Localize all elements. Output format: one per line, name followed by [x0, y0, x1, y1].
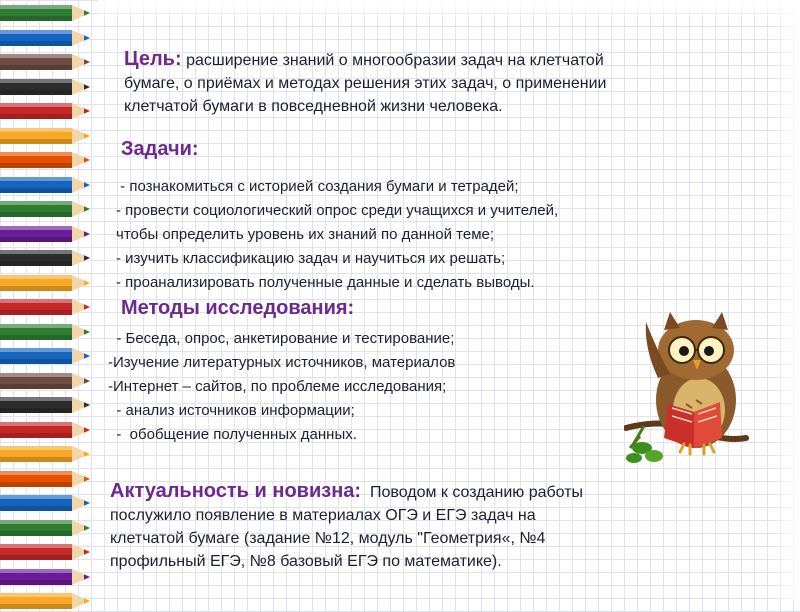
pencil-icon: [0, 321, 100, 343]
method-item-2: -Изучение литературных источников, материалов: [108, 354, 456, 371]
pencil-icon: [0, 566, 100, 588]
pencil-icon: [0, 27, 100, 49]
actuality-line-1: Поводом к созданию работы: [361, 484, 584, 501]
pencil-icon: [0, 345, 100, 367]
paper-right-fade: [770, 0, 800, 600]
method-item-1: - Беседа, опрос, анкетирование и тестирование;: [108, 330, 455, 347]
goal-line-3: клетчатой бумаги в повседневной жизни человека.: [124, 98, 503, 115]
paper-top-fade: [98, 0, 800, 22]
pencil-icon: [0, 394, 100, 416]
pencil-icon: [0, 247, 100, 269]
pencil-icon: [0, 198, 100, 220]
owl-reading-book-icon: [624, 308, 749, 473]
method-item-5: - обобщение полученных данных.: [108, 426, 357, 443]
actuality-paragraph: [110, 480, 730, 573]
pencil-icon: [0, 590, 100, 612]
pencil-icon: [0, 492, 100, 514]
pencil-icon: [0, 296, 100, 318]
pencil-icon: [0, 517, 100, 539]
task-item-3: чтобы определить уровень их знаний по данной теме;: [116, 226, 495, 243]
task-item-4: - изучить классификацию задач и научиться их решать;: [116, 250, 506, 267]
methods-heading: Методы исследования:: [121, 297, 355, 319]
goal-label: Цель:: [124, 48, 182, 70]
actuality-label: Актуальность и новизна:: [110, 480, 362, 502]
pencil-icon: [0, 541, 100, 563]
tasks-heading: Задачи:: [121, 138, 199, 160]
actuality-line-4: профильный ЕГЭ, №8 базовый ЕГЭ по математике).: [110, 553, 502, 570]
pencil-icon: [0, 443, 100, 465]
task-item-5: - проанализировать полученные данные и сделать выводы.: [116, 274, 535, 291]
pencil-icon: [0, 174, 100, 196]
actuality-line-2: послужило появление в материалах ОГЭ и ЕГЭ задач на: [110, 507, 536, 524]
tasks-list: [116, 175, 726, 295]
pencil-icon: [0, 223, 100, 245]
pencil-icon: [0, 2, 100, 24]
pencil-icon: [0, 51, 100, 73]
methods-list: [108, 327, 608, 447]
task-item-1: - познакомиться с историей создания бумаги и тетрадей;: [116, 178, 519, 195]
goal-line-1: расширение знаний о многообразии задач на клетчатой: [181, 52, 604, 69]
pencil-icon: [0, 468, 100, 490]
goal-paragraph: [124, 48, 744, 118]
method-item-4: - анализ источников информации;: [108, 402, 355, 419]
pencil-icon: [0, 419, 100, 441]
actuality-line-3: клетчатой бумаге (задание №12, модуль "Геометрия«, №4: [110, 530, 546, 547]
pencil-icon: [0, 272, 100, 294]
goal-line-2: бумаге, о приёмах и методах решения этих задач, о применении: [124, 75, 607, 92]
method-item-3: -Интернет – сайтов, по проблеме исследования;: [108, 378, 447, 395]
pencil-icon: [0, 76, 100, 98]
pencil-border: [0, 0, 100, 600]
pencil-icon: [0, 125, 100, 147]
pencil-icon: [0, 100, 100, 122]
pencil-icon: [0, 370, 100, 392]
pencil-icon: [0, 149, 100, 171]
task-item-2: - провести социологический опрос среди учащихся и учителей,: [116, 202, 559, 219]
